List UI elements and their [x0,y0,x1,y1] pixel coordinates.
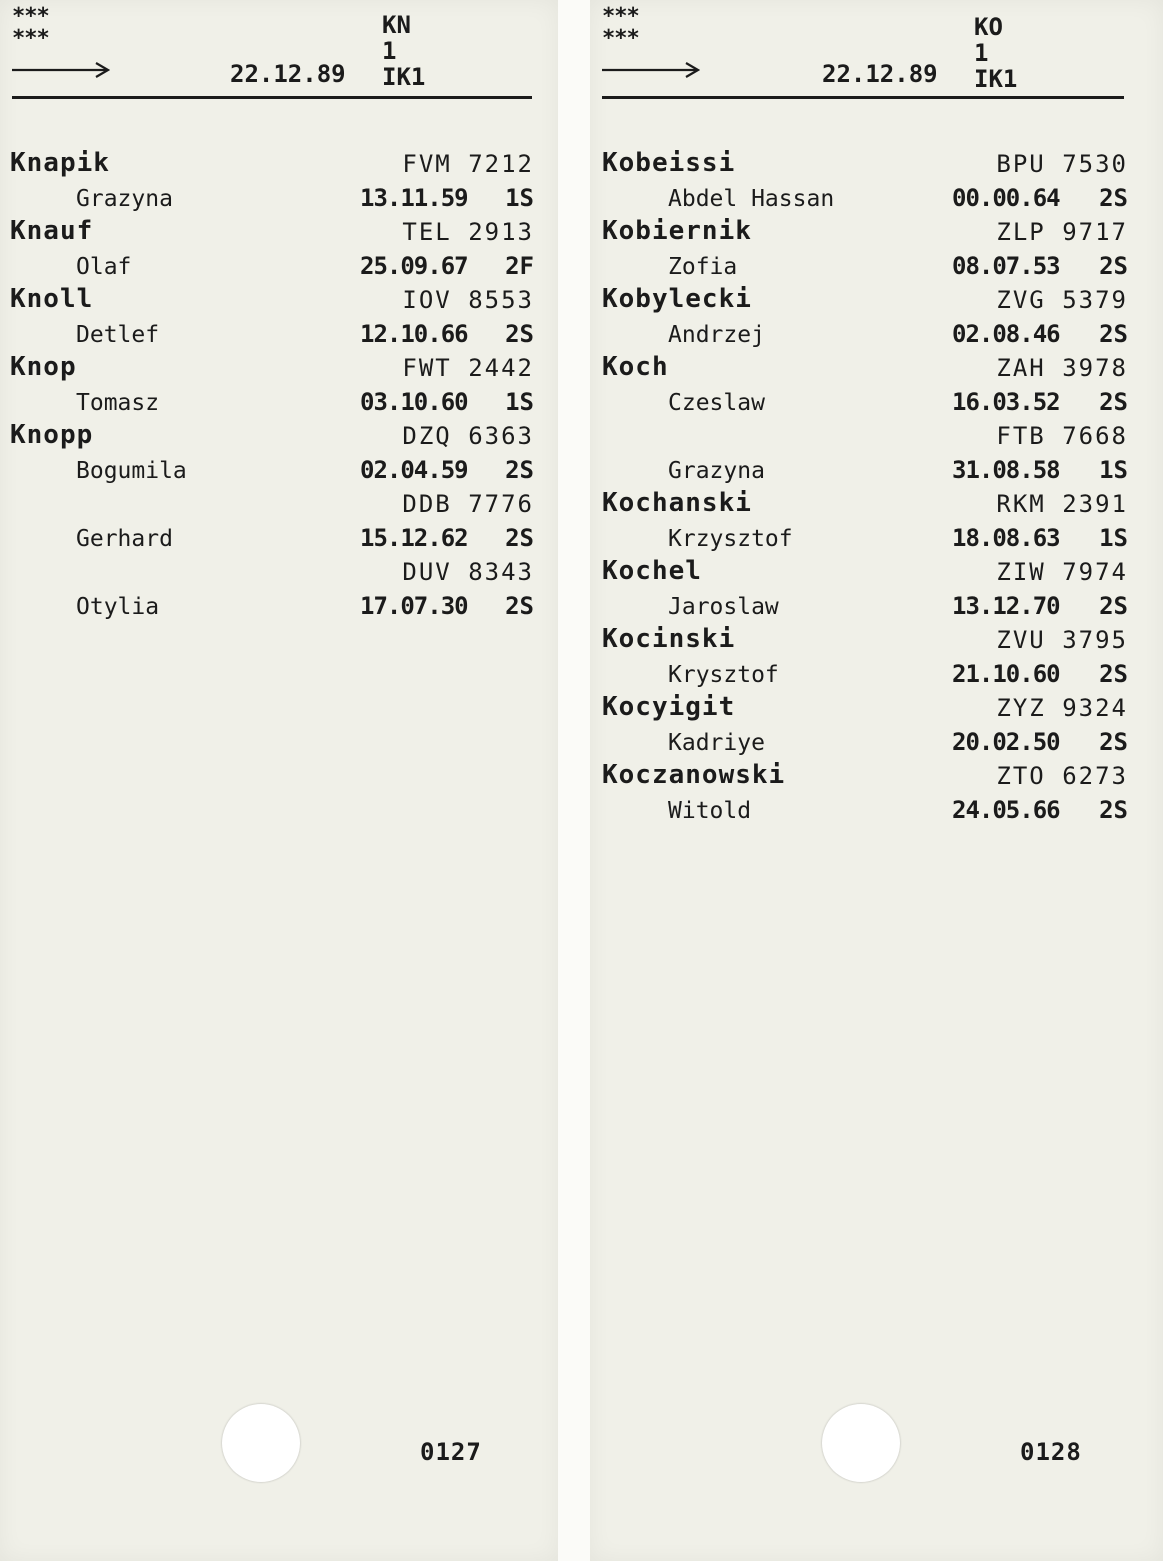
given-name: Jaroslaw [668,594,779,620]
entry-row-name [602,556,1128,590]
given-name: Czeslaw [668,390,765,416]
class-code: 2S [1099,252,1128,280]
entry-row-details [602,318,1128,352]
class-code: 1S [505,184,534,212]
birth-date: 15.12.62 [360,524,468,552]
reference-code: ZTO 6273 [996,762,1128,790]
class-code: 2S [505,320,534,348]
given-name: Kadriye [668,730,765,756]
entry-row-name [602,284,1128,318]
entry-list [602,148,1128,828]
given-name: Gerhard [76,526,173,552]
surname: Kochanski [602,488,752,518]
class-code: 2S [505,592,534,620]
entry-list [10,148,534,624]
given-name: Zofia [668,254,738,280]
stars-block: *** *** [602,4,639,51]
header-rule [602,96,1124,99]
entry-row-details [602,386,1128,420]
entry-row-details [602,658,1128,692]
given-name: Grazyna [668,458,765,484]
class-code: 2S [1099,592,1128,620]
class-code: 2S [1099,796,1128,824]
birth-date: 21.10.60 [952,660,1060,688]
reference-code: DZQ 6363 [402,422,534,450]
birth-date: 02.04.59 [360,456,468,484]
card-code: KO 1 IK1 [974,13,1018,93]
surname: Knapik [10,148,110,178]
reference-code: ZVU 3795 [996,626,1128,654]
birth-date: 24.05.66 [952,796,1060,824]
given-name: Abdel Hassan [668,186,835,212]
surname: Kocinski [602,624,736,654]
reference-code: BPU 7530 [996,150,1128,178]
given-name: Krzysztof [668,526,793,552]
reference-code: FWT 2442 [402,354,534,382]
surname: Koch [602,352,669,382]
stars-block: *** *** [12,4,49,51]
entry-row-name [602,352,1128,386]
entry-row-details [10,590,534,624]
card-date: 22.12.89 [822,60,938,88]
given-name: Tomasz [76,390,160,416]
entry-row-details [602,522,1128,556]
index-card-ko [590,0,1163,1561]
class-code: 2S [1099,660,1128,688]
class-code: 1S [1099,456,1128,484]
entry-row-name [10,488,534,522]
surname: Koczanowski [602,760,786,790]
birth-date: 00.00.64 [952,184,1060,212]
class-code: 2S [505,524,534,552]
entry-row-name [10,420,534,454]
reference-code: DDB 7776 [402,490,534,518]
birth-date: 25.09.67 [360,252,468,280]
birth-date: 13.11.59 [360,184,468,212]
entry-row-name [602,488,1128,522]
reference-code: FVM 7212 [402,150,534,178]
entry-row-details [10,386,534,420]
reference-code: ZVG 5379 [996,286,1128,314]
given-name: Olaf [76,254,132,280]
entry-row-details [10,182,534,216]
entry-row-details [602,590,1128,624]
birth-date: 20.02.50 [952,728,1060,756]
entry-row-name [10,216,534,250]
arrow-right-icon [12,62,110,78]
given-name: Grazyna [76,186,173,212]
given-name: Detlef [76,322,160,348]
given-name: Andrzej [668,322,765,348]
given-name: Bogumila [76,458,187,484]
surname: Kobeissi [602,148,736,178]
class-code: 2F [505,252,534,280]
card-code: KN 1 IK1 [382,11,426,91]
birth-date: 08.07.53 [952,252,1060,280]
birth-date: 17.07.30 [360,592,468,620]
reference-code: ZLP 9717 [996,218,1128,246]
entry-row-details [602,182,1128,216]
reference-code: DUV 8343 [402,558,534,586]
entry-row-name [602,692,1128,726]
entry-row-details [10,318,534,352]
card-number: 0128 [1020,1438,1082,1466]
given-name: Otylia [76,594,160,620]
birth-date: 16.03.52 [952,388,1060,416]
reference-code: ZAH 3978 [996,354,1128,382]
class-code: 2S [505,456,534,484]
surname: Kocyigit [602,692,736,722]
arrow-right-icon [602,62,700,78]
birth-date: 03.10.60 [360,388,468,416]
surname: Kobiernik [602,216,752,246]
birth-date: 12.10.66 [360,320,468,348]
reference-code: IOV 8553 [402,286,534,314]
entry-row-name [602,216,1128,250]
birth-date: 13.12.70 [952,592,1060,620]
surname: Kochel [602,556,702,586]
entry-row-name [602,624,1128,658]
class-code: 1S [1099,524,1128,552]
entry-row-details [602,726,1128,760]
birth-date: 18.08.63 [952,524,1060,552]
reference-code: ZYZ 9324 [996,694,1128,722]
given-name: Krysztof [668,662,779,688]
surname: Knop [10,352,77,382]
card-number: 0127 [420,1438,482,1466]
class-code: 2S [1099,184,1128,212]
entry-row-details [10,250,534,284]
reference-code: FTB 7668 [996,422,1128,450]
punch-hole [222,1404,300,1482]
entry-row-name [602,420,1128,454]
given-name: Witold [668,798,752,824]
card-gap [558,0,590,1561]
surname: Knoll [10,284,94,314]
birth-date: 31.08.58 [952,456,1060,484]
card-date: 22.12.89 [230,60,346,88]
class-code: 2S [1099,728,1128,756]
punch-hole [822,1404,900,1482]
entry-row-details [10,454,534,488]
reference-code: ZIW 7974 [996,558,1128,586]
entry-row-details [602,794,1128,828]
class-code: 1S [505,388,534,416]
surname: Knopp [10,420,94,450]
entry-row-name [10,556,534,590]
entry-row-name [10,148,534,182]
entry-row-name [10,284,534,318]
entry-row-details [602,454,1128,488]
entry-row-name [602,148,1128,182]
header-rule [12,96,532,99]
entry-row-name [602,760,1128,794]
reference-code: RKM 2391 [996,490,1128,518]
birth-date: 02.08.46 [952,320,1060,348]
reference-code: TEL 2913 [402,218,534,246]
surname: Knauf [10,216,94,246]
surname: Kobylecki [602,284,752,314]
entry-row-details [602,250,1128,284]
entry-row-details [10,522,534,556]
class-code: 2S [1099,388,1128,416]
entry-row-name [10,352,534,386]
index-card-kn [0,0,558,1561]
class-code: 2S [1099,320,1128,348]
